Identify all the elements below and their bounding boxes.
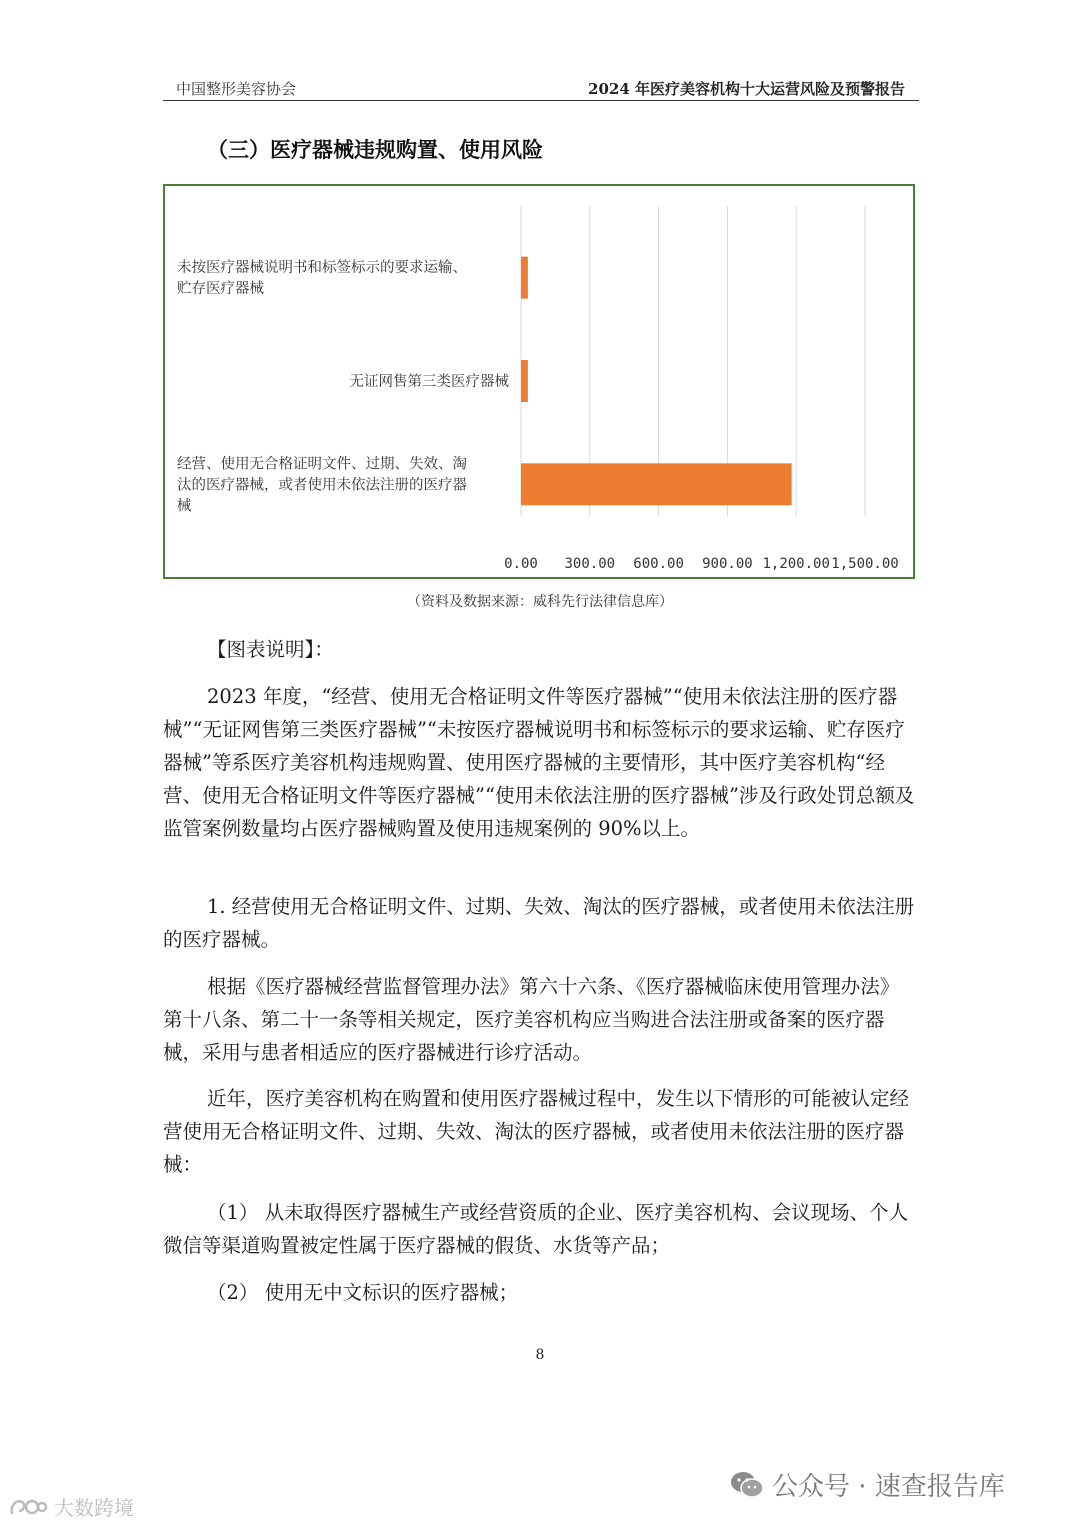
x-tick-label: 600.00	[633, 556, 684, 572]
brand-watermark	[8, 1492, 134, 1521]
wechat-watermark	[730, 1466, 1005, 1503]
paragraph-case-1: （1） 从未取得医疗器械生产或经营资质的企业、医疗美容机构、会议现场、个人微信等渠道购置被定性属于医疗器械的假货、水货等产品；	[163, 1201, 909, 1257]
bar-3	[521, 463, 792, 505]
section-title: （三）医疗器械违规购置、使用风险	[207, 137, 543, 162]
x-tick-label: 900.00	[702, 556, 753, 572]
paragraph-recent-cases: 近年，医疗美容机构在购置和使用医疗器械过程中，发生以下情形的可能被认定经营使用无合格证明文件、过期、失效、淘汰的医疗器械，或者使用未依法注册的医疗器械：	[163, 1087, 910, 1176]
header-report-title: 2024 年医疗美容机构十大运营风险及预警报告	[588, 80, 905, 98]
bar-chart	[165, 186, 913, 577]
category-label: 无证网售第三类医疗器械	[349, 374, 509, 390]
paragraph-legal-basis: 根据《医疗器械经营监督管理办法》第六十六条、《医疗器械临床使用管理办法》第十八条、第二十一条等相关规定，医疗美容机构应当购进合法注册或备案的医疗器械，采用与患者相适应的医疗器械进行诊疗活动。	[163, 975, 900, 1064]
chart-caption: （资料及数据来源：威科先行法律信息库）	[407, 594, 673, 610]
category-label: 械	[177, 498, 192, 515]
bar-1	[521, 257, 528, 299]
chart-note-label: 【图表说明】：	[207, 638, 334, 661]
header-org: 中国整形美容协会	[176, 80, 297, 98]
wechat-watermark-text: 公众号 · 速查报告库	[772, 1472, 1005, 1502]
x-tick-label: 300.00	[564, 556, 616, 572]
x-tick-label: 1,500.00	[831, 556, 899, 572]
page-number: 8	[535, 1347, 545, 1363]
bar-2	[521, 360, 528, 402]
wechat-icon	[730, 1470, 764, 1500]
category-label: 经营、使用无合格证明文件、过期、失效、淘	[177, 456, 467, 473]
brand-watermark-text: 大数跨境	[54, 1496, 134, 1520]
paragraph-item-1-heading: 1. 经营使用无合格证明文件、过期、失效、淘汰的医疗器械，或者使用未依法注册的医疗器械。	[163, 895, 915, 951]
x-tick-label: 0.00	[504, 556, 538, 572]
category-label: 贮存医疗器械	[177, 281, 264, 298]
category-label: 未按医疗器械说明书和标签标示的要求运输、	[177, 260, 467, 277]
chart-frame	[163, 184, 915, 579]
x-tick-label: 1,200.00	[762, 556, 830, 572]
brand-logo-icon	[8, 1496, 48, 1518]
header-divider	[163, 100, 919, 101]
paragraph-summary: 2023 年度，“经营、使用无合格证明文件等医疗器械”“使用未依法注册的医疗器械”“无证网售第三类医疗器械”“未按医疗器械说明书和标签标示的要求运输、贮存医疗器械”等系医疗美容机构违规购置、使用医疗器械的主要情形，其中医疗美容机构“经营、使用无合格证明文件等医疗器械”“使用未依法注册的医疗器械”涉及行政处罚总额及监管案例数量均占医疗器械购置及使用违规案例的 90%以上。	[163, 685, 915, 840]
category-label: 汰的医疗器械，或者使用未依法注册的医疗器	[177, 477, 467, 494]
paragraph-case-2: （2） 使用无中文标识的医疗器械；	[207, 1281, 519, 1304]
